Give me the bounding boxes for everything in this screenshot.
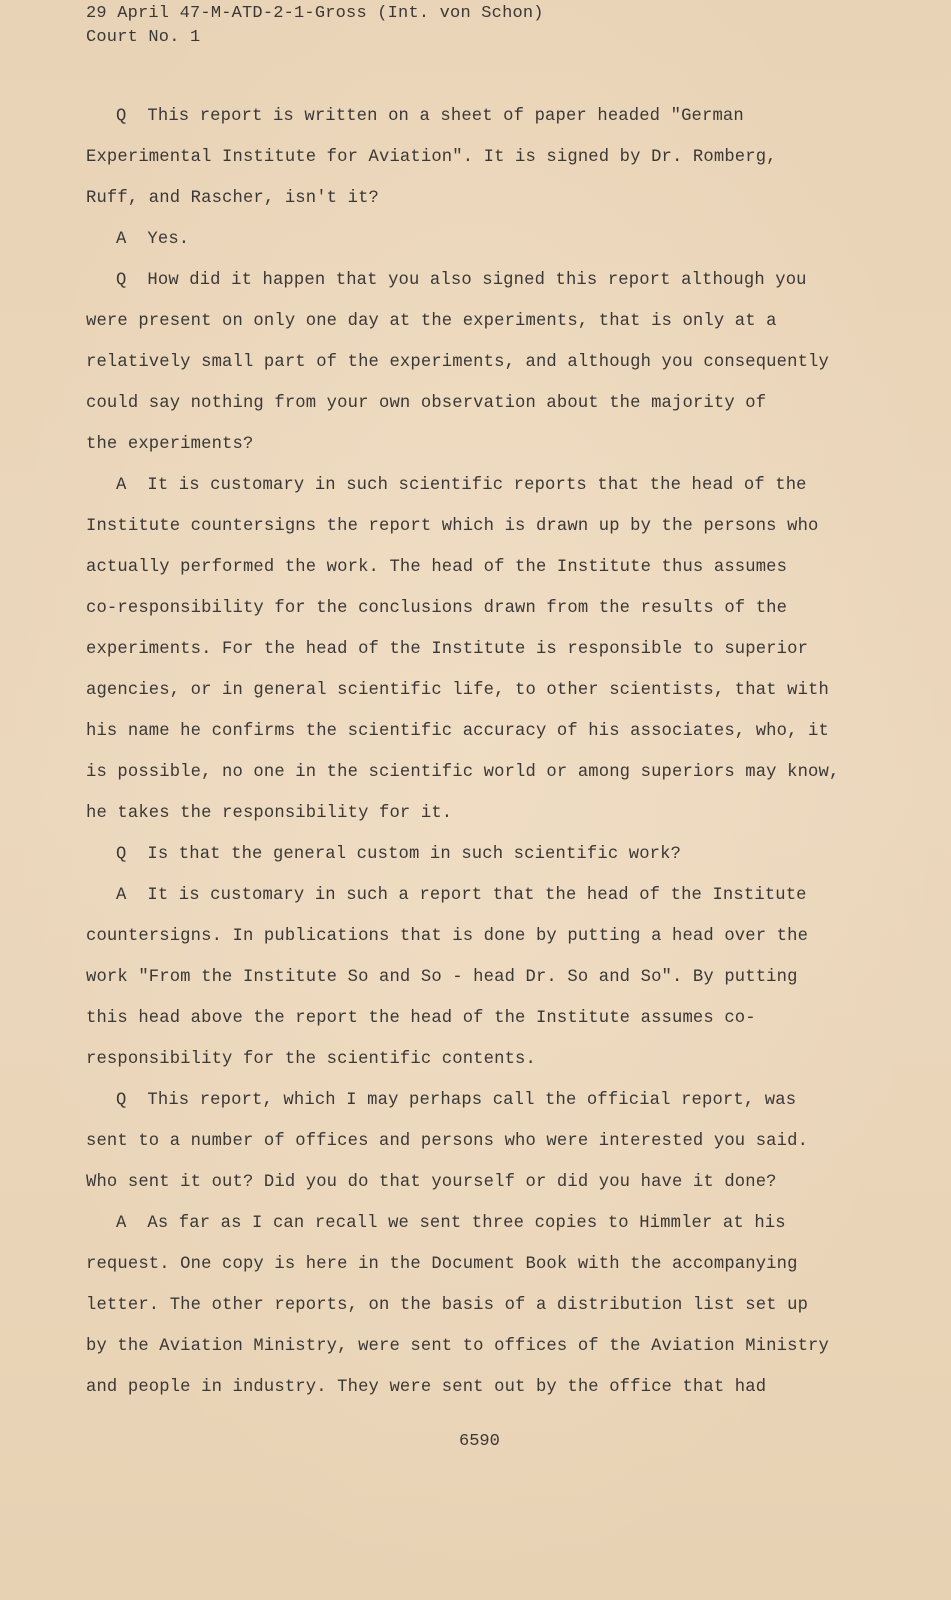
transcript-line: request. One copy is here in the Document Book with the accompanying: [86, 1255, 798, 1274]
transcript-line: Q How did it happen that you also signed this report although you: [116, 271, 807, 290]
transcript-line: actually performed the work. The head of the Institute thus assumes: [86, 558, 788, 577]
transcript-line: Who sent it out? Did you do that yourself or did you have it done?: [86, 1173, 777, 1192]
transcript-line: the experiments?: [86, 435, 254, 454]
transcript-line: letter. The other reports, on the basis of a distribution list set up: [86, 1296, 809, 1315]
document-header: [86, 2, 544, 50]
transcript-line: co-responsibility for the conclusions drawn from the results of the: [86, 599, 788, 618]
transcript-line: Ruff, and Rascher, isn't it?: [86, 189, 379, 208]
transcript-line: A As far as I can recall we sent three copies to Himmler at his: [116, 1214, 786, 1233]
transcript-line: he takes the responsibility for it.: [86, 804, 453, 823]
header-line-2: Court No. 1: [86, 28, 201, 47]
transcript-line: Experimental Institute for Aviation". It is signed by Dr. Romberg,: [86, 148, 777, 167]
transcript-line: experiments. For the head of the Institute is responsible to superior: [86, 640, 809, 659]
transcript-line: and people in industry. They were sent out by the office that had: [86, 1378, 767, 1397]
transcript-line: agencies, or in general scientific life, to other scientists, that with: [86, 681, 829, 700]
transcript-line: could say nothing from your own observation about the majority of: [86, 394, 767, 413]
transcript-line: Q This report, which I may perhaps call the official report, was: [116, 1091, 797, 1110]
transcript-line: Institute countersigns the report which is drawn up by the persons who: [86, 517, 819, 536]
transcript-line: relatively small part of the experiments, and although you consequently: [86, 353, 829, 372]
transcript-line: Q Is that the general custom in such scientific work?: [116, 845, 682, 864]
transcript-body: [86, 96, 846, 1408]
transcript-line: Q This report is written on a sheet of paper headed "German: [116, 107, 744, 126]
transcript-line: A It is customary in such scientific reports that the head of the: [116, 476, 807, 495]
header-line-1: 29 April 47-M-ATD-2-1-Gross (Int. von Schon): [86, 4, 544, 23]
transcript-line: is possible, no one in the scientific world or among superiors may know,: [86, 763, 840, 782]
page-number: 6590: [459, 1432, 500, 1451]
transcript-line: sent to a number of offices and persons who were interested you said.: [86, 1132, 809, 1151]
transcript-line: this head above the report the head of the Institute assumes co-: [86, 1009, 756, 1028]
transcript-line: countersigns. In publications that is done by putting a head over the: [86, 927, 809, 946]
transcript-line: A It is customary in such a report that the head of the Institute: [116, 886, 807, 905]
transcript-line: by the Aviation Ministry, were sent to offices of the Aviation Ministry: [86, 1337, 829, 1356]
transcript-line: A Yes.: [116, 230, 190, 249]
transcript-line: were present on only one day at the experiments, that is only at a: [86, 312, 777, 331]
transcript-line: responsibility for the scientific contents.: [86, 1050, 536, 1069]
transcript-line: his name he confirms the scientific accuracy of his associates, who, it: [86, 722, 829, 741]
transcript-line: work "From the Institute So and So - head Dr. So and So". By putting: [86, 968, 798, 987]
